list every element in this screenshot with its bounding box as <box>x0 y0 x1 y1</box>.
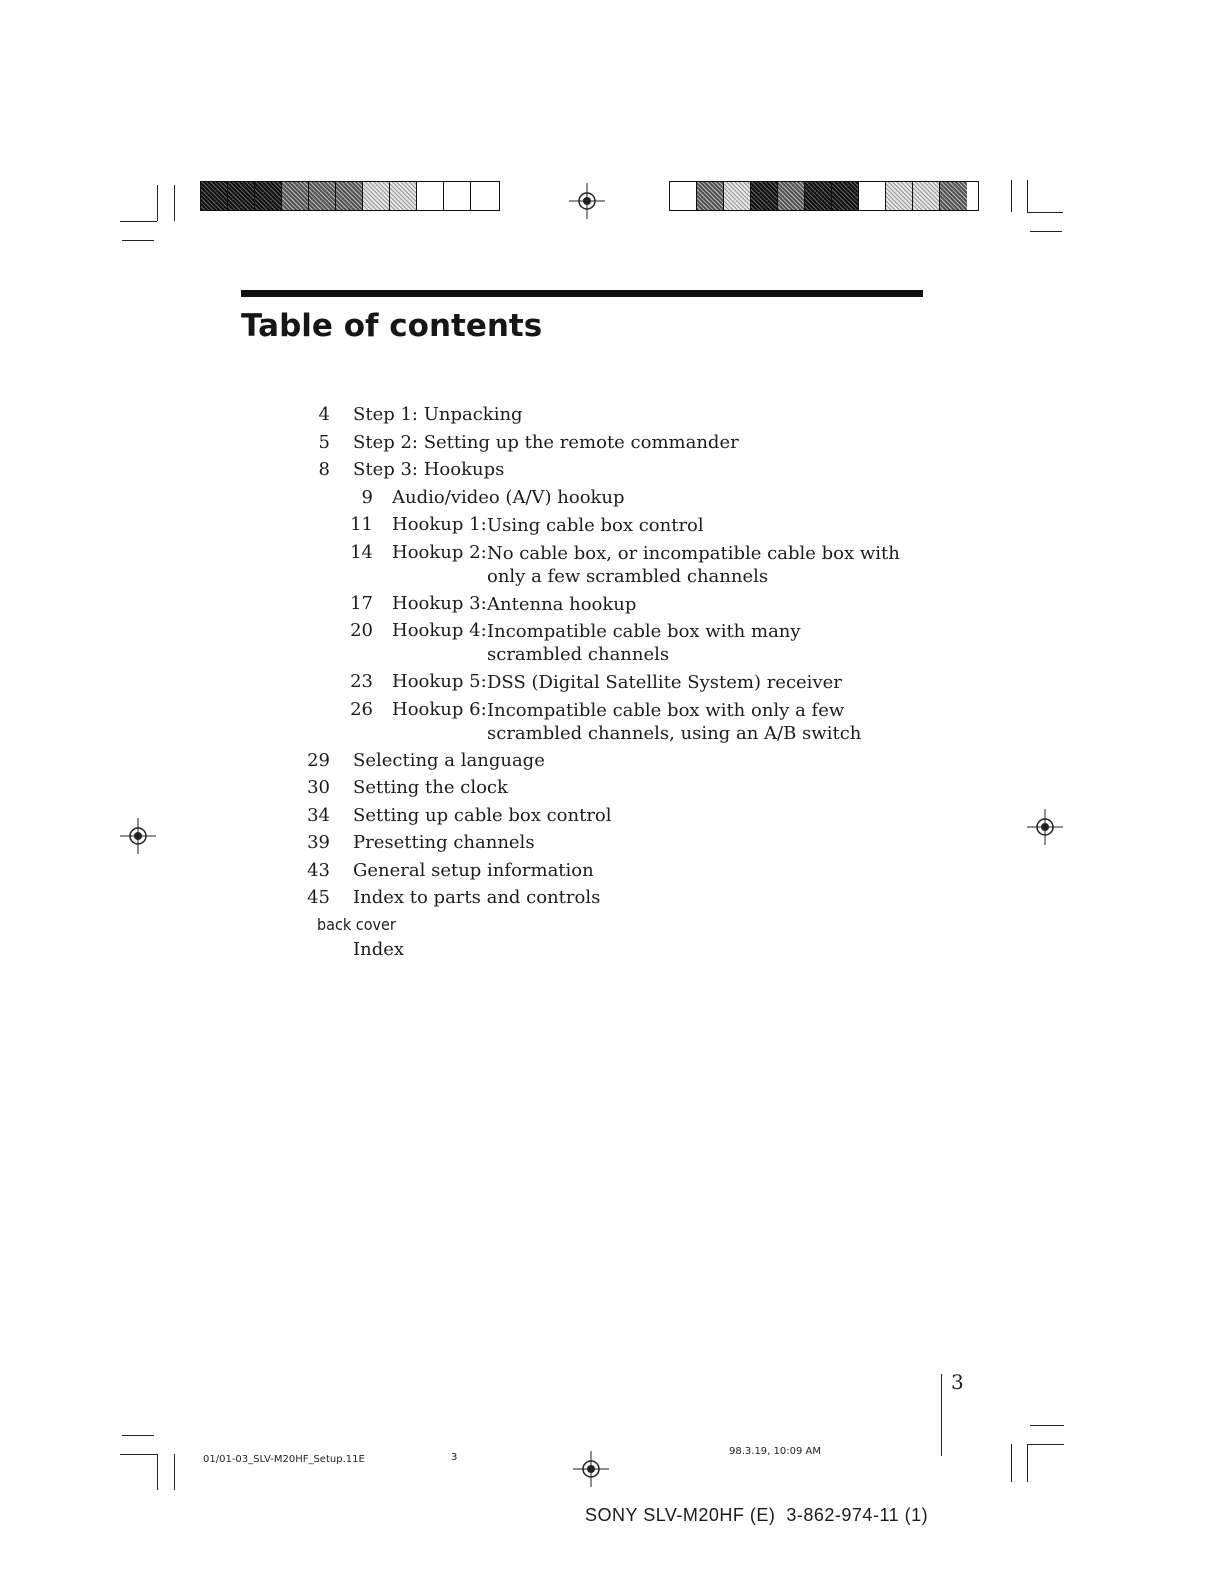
toc-page-number: 5 <box>318 431 330 453</box>
crop-mark <box>1030 231 1062 232</box>
toc-entry[interactable] <box>300 805 940 833</box>
toc-hookup-label: Hookup 5: <box>392 671 487 692</box>
toc-subentry[interactable] <box>300 593 940 621</box>
toc-entry-text: Selecting a language <box>353 749 545 771</box>
toc-page-number: 20 <box>350 620 373 641</box>
toc-entry-text: Setting up cable box control <box>353 804 612 826</box>
back-cover-label: back cover <box>317 914 396 934</box>
crop-mark <box>1011 180 1012 212</box>
crop-mark <box>120 221 157 222</box>
toc-entry[interactable] <box>300 459 940 487</box>
crop-mark <box>1027 212 1063 213</box>
toc-entry-text: No cable box, or incompatible cable box with only a few scrambled channels <box>487 542 900 587</box>
toc-entry[interactable] <box>300 777 940 805</box>
toc-hookup-label: Hookup 3: <box>392 592 487 614</box>
toc-page-number: 45 <box>307 887 330 908</box>
toc-entry[interactable] <box>300 404 940 432</box>
toc-entry-text: General setup information <box>353 859 594 881</box>
toc-page-number: 9 <box>361 486 373 508</box>
toc-subentry[interactable] <box>300 620 940 671</box>
footer-timestamp: 98.3.19, 10:09 AM <box>729 1446 821 1457</box>
toc-page-number: 17 <box>350 592 373 614</box>
toc-entry-text: Presetting channels <box>353 832 535 853</box>
toc-entry-text: Antenna hookup <box>487 593 637 615</box>
toc-hookup-label: Hookup 4: <box>392 620 487 641</box>
crop-mark <box>174 185 175 221</box>
toc-entry-text: Incompatible cable box with many scrambled channels <box>487 621 801 665</box>
page-title: Table of contents <box>241 308 543 344</box>
toc-page-number: 14 <box>350 541 373 563</box>
toc-entry[interactable] <box>300 750 940 778</box>
toc-entry-text: Incompatible cable box with only a few scrambled channels, using an A/B switch <box>487 699 862 744</box>
toc-entry-text: DSS (Digital Satellite System) receiver <box>487 672 842 693</box>
toc-subentry[interactable] <box>300 514 940 542</box>
toc-page-number: 43 <box>307 859 330 881</box>
toc-page-number: 34 <box>307 804 330 826</box>
toc-page-number: 29 <box>307 749 330 771</box>
toc-page-number: 39 <box>307 832 330 853</box>
toc-hookup-label: Hookup 2: <box>392 541 487 563</box>
registration-mark-icon <box>573 1451 609 1487</box>
toc-entry-text: Setting the clock <box>353 777 508 798</box>
footer-filename: 01/01-03_SLV-M20HF_Setup.11E <box>203 1454 365 1465</box>
crop-mark <box>157 185 158 221</box>
title-rule <box>241 290 923 297</box>
crop-mark <box>1011 1444 1012 1482</box>
toc-entry[interactable] <box>300 860 940 888</box>
crop-mark <box>120 1454 157 1455</box>
crop-mark <box>157 1454 158 1490</box>
footer-page: 3 <box>451 1452 458 1463</box>
color-bar-right <box>669 181 979 211</box>
registration-mark-icon <box>1027 809 1063 845</box>
toc-entry-text: Index to parts and controls <box>353 887 601 908</box>
toc-entry-text: Step 2: Setting up the remote commander <box>353 431 739 453</box>
crop-mark <box>1027 1444 1028 1482</box>
toc-page-number: 8 <box>318 459 330 480</box>
toc-hookup-label: Hookup 6: <box>392 698 487 720</box>
toc-page-number: 4 <box>318 404 330 425</box>
toc-entry-text: Using cable box control <box>487 515 704 536</box>
toc-page-number: 26 <box>350 698 373 720</box>
color-bar-left <box>200 181 500 211</box>
table-of-contents <box>300 404 940 960</box>
crop-mark <box>1030 1425 1064 1426</box>
toc-entry-text: Step 3: Hookups <box>353 459 505 480</box>
toc-subentry[interactable] <box>300 671 940 699</box>
toc-subentry[interactable] <box>300 542 940 593</box>
toc-entry-text: Audio/video (A/V) hookup <box>392 486 625 508</box>
toc-entry[interactable] <box>300 887 940 915</box>
toc-page-number: 23 <box>350 671 373 692</box>
crop-mark <box>122 1435 154 1436</box>
toc-entry[interactable] <box>300 432 940 460</box>
registration-mark-icon <box>569 183 605 219</box>
toc-entry-text: Step 1: Unpacking <box>353 404 523 425</box>
toc-subentry[interactable] <box>300 699 940 750</box>
toc-entry[interactable] <box>300 832 940 860</box>
toc-page-number: 30 <box>307 777 330 798</box>
crop-mark <box>1027 1444 1064 1445</box>
toc-hookup-label: Hookup 1: <box>392 514 487 535</box>
toc-back-cover-entry[interactable] <box>300 914 940 960</box>
crop-mark <box>174 1454 175 1490</box>
toc-page-number: 11 <box>350 514 373 535</box>
toc-subentry[interactable] <box>300 487 940 515</box>
page-number: 3 <box>951 1370 964 1394</box>
registration-mark-icon <box>120 818 156 854</box>
crop-mark <box>1027 180 1028 212</box>
page-number-rule <box>941 1374 942 1456</box>
crop-mark <box>122 240 154 241</box>
footer-model-code: SONY SLV-M20HF (E) 3-862-974-11 (1) <box>585 1505 929 1525</box>
toc-entry-text: Index <box>353 938 405 960</box>
